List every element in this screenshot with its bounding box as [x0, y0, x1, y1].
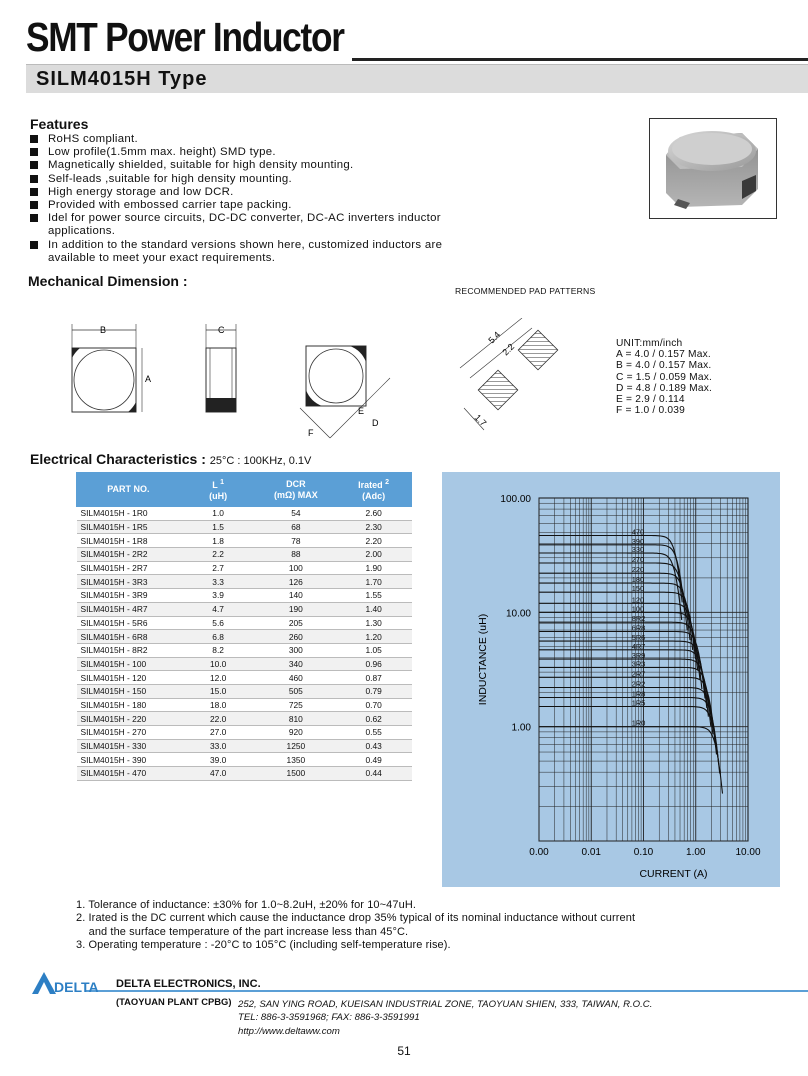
feature-item: Provided with embossed carrier tape packing.: [30, 199, 470, 212]
table-row: [77, 507, 412, 521]
table-row: [77, 712, 412, 726]
cell-inductance: 12.0: [180, 671, 256, 685]
cell-dcr: 54: [256, 507, 336, 521]
note-item: and the surface temperature of the part increase less than 45°C.: [76, 925, 409, 938]
dimension-item: E = 2.9 / 0.114: [616, 394, 685, 406]
side-view: [206, 324, 236, 412]
table-row: [77, 520, 412, 534]
cell-inductance: 27.0: [180, 726, 256, 740]
cell-part-no: SILM4015H - 100: [77, 657, 181, 671]
col-l-label: L: [212, 480, 218, 490]
cell-part-no: SILM4015H - 150: [77, 684, 181, 698]
series-label: 390: [631, 536, 645, 546]
top-view: [72, 324, 151, 412]
cell-part-no: SILM4015H - 180: [77, 698, 181, 712]
feature-item: Magnetically shielded, suitable for high density mounting.: [30, 159, 470, 172]
table-row: [77, 684, 412, 698]
col-dcr-unit: (mΩ) MAX: [273, 489, 318, 500]
footer-rule: [86, 990, 808, 992]
cell-dcr: 810: [256, 712, 336, 726]
cell-part-no: SILM4015H - 270: [77, 726, 181, 740]
cell-irated: 1.20: [336, 630, 412, 644]
col-l-unit: (uH): [209, 491, 228, 501]
cell-irated: 1.05: [336, 643, 412, 657]
cell-dcr: 100: [256, 561, 336, 575]
cell-irated: 0.96: [336, 657, 412, 671]
cell-dcr: 920: [256, 726, 336, 740]
cell-part-no: SILM4015H - 6R8: [77, 630, 181, 644]
cell-inductance: 5.6: [180, 616, 256, 630]
col-irated: [336, 473, 412, 507]
y-axis-label: INDUCTANCE (uH): [477, 613, 489, 706]
note-item: 1. Tolerance of inductance: ±30% for 1.0~8.2uH, ±20% for 10~47uH.: [76, 899, 417, 911]
col-irated-label: Irated: [358, 480, 383, 490]
dim-label-b: B: [100, 325, 107, 335]
feature-item: RoHS compliant.: [30, 133, 470, 146]
spec-table: [76, 472, 412, 781]
x-tick-label: 10.00: [735, 847, 761, 858]
cell-irated: 1.40: [336, 602, 412, 616]
cell-part-no: SILM4015H - 470: [77, 767, 181, 781]
series-label: 3R9: [631, 651, 646, 661]
cell-irated: 2.20: [336, 534, 412, 548]
table-row: [77, 534, 412, 548]
x-tick-label: 0.10: [633, 847, 654, 858]
product-photo: [649, 118, 777, 219]
cell-dcr: 260: [256, 630, 336, 644]
cell-part-no: SILM4015H - 3R3: [77, 575, 181, 589]
table-row: [77, 698, 412, 712]
cell-dcr: 505: [256, 684, 336, 698]
cell-part-no: SILM4015H - 8R2: [77, 643, 181, 657]
cell-dcr: 460: [256, 671, 336, 685]
dimension-item: C = 1.5 / 0.059 Max.: [616, 371, 713, 383]
series-label: 2R7: [631, 669, 646, 679]
y-tick-label: 1.00: [511, 722, 531, 734]
table-row: [77, 589, 412, 603]
table-row: [77, 657, 412, 671]
address-block: [238, 998, 652, 1038]
series-label: 120: [631, 595, 645, 605]
table-row: [77, 616, 412, 630]
notes: [76, 899, 676, 953]
col-dcr-label: DCR: [286, 478, 306, 489]
cell-dcr: 340: [256, 657, 336, 671]
pad-dim-3: 1.7: [472, 412, 489, 429]
series-label: 1R5: [631, 698, 646, 708]
web-link[interactable]: http://www.deltaww.com: [238, 1025, 340, 1037]
series-label: 6R8: [631, 623, 646, 633]
pad-dim-1: 5.4: [486, 329, 503, 346]
series-label: 4R7: [631, 641, 646, 651]
delta-logo: [30, 970, 106, 996]
cell-irated: 0.49: [336, 753, 412, 767]
cell-inductance: 22.0: [180, 712, 256, 726]
series-label: 180: [631, 575, 645, 585]
address-line: 252, SAN YING ROAD, KUEISAN INDUSTRIAL ZONE, TAOYUAN SHIEN, 333, TAIWAN, R.O.C.: [238, 999, 653, 1010]
mechanical-heading: Mechanical Dimension :: [28, 273, 188, 289]
logo-text: DELTA: [54, 979, 99, 995]
cell-irated: 1.70: [336, 575, 412, 589]
table-header-row: [77, 473, 412, 507]
col-irated-sup: 2: [385, 479, 390, 486]
features-heading: Features: [30, 116, 89, 132]
dimension-item: D = 4.8 / 0.189 Max.: [616, 382, 713, 394]
page-title: SMT Power Inductor: [26, 14, 344, 60]
cell-dcr: 126: [256, 575, 336, 589]
x-tick-label: 1.00: [686, 847, 706, 858]
cell-inductance: 47.0: [180, 767, 256, 781]
table-row: [77, 726, 412, 740]
cell-irated: 0.62: [336, 712, 412, 726]
cell-inductance: 8.2: [180, 643, 256, 657]
cell-dcr: 1350: [256, 753, 336, 767]
inductor-photo-icon: [650, 119, 776, 218]
cell-dcr: 68: [256, 520, 336, 534]
series-label: 8R2: [631, 614, 646, 624]
cell-part-no: SILM4015H - 330: [77, 739, 181, 753]
cell-part-no: SILM4015H - 5R6: [77, 616, 181, 630]
table-row: [77, 548, 412, 562]
cell-part-no: SILM4015H - 2R7: [77, 561, 181, 575]
series-label: 270: [631, 555, 645, 565]
cell-dcr: 1500: [256, 767, 336, 781]
cell-irated: 1.55: [336, 589, 412, 603]
dimension-item: F = 1.0 / 0.039: [616, 405, 685, 417]
tel-line: TEL: 886-3-3591968; FAX: 886-3-3591991: [238, 1012, 420, 1024]
col-part: [77, 473, 181, 507]
dimension-item: A = 4.0 / 0.157 Max.: [616, 349, 711, 361]
company-name: DELTA ELECTRONICS, INC.: [116, 978, 261, 990]
table-row: [77, 767, 412, 781]
feature-item: In addition to the standard versions shown here, customized inductors are available to meet your exact requirements.: [30, 239, 470, 265]
series-label: 220: [631, 565, 645, 575]
cell-inductance: 2.2: [180, 548, 256, 562]
cell-inductance: 39.0: [180, 753, 256, 767]
cell-part-no: SILM4015H - 1R0: [77, 507, 181, 521]
x-axis-label: CURRENT (A): [639, 868, 708, 880]
page-number: 51: [397, 1044, 411, 1058]
series-label: 330: [631, 545, 645, 555]
pad-dim-2: 2.2: [500, 341, 517, 358]
dim-label-f: F: [308, 428, 314, 438]
cell-dcr: 300: [256, 643, 336, 657]
y-tick-label: 100.00: [500, 494, 531, 505]
table-row: [77, 643, 412, 657]
feature-item: Idel for power source circuits, DC-DC converter, DC-AC inverters inductor applications.: [30, 212, 470, 238]
cell-inductance: 15.0: [180, 684, 256, 698]
col-part-label: PART NO.: [107, 484, 150, 494]
pad-pattern: [460, 318, 558, 430]
cell-dcr: 78: [256, 534, 336, 548]
cell-inductance: 2.7: [180, 561, 256, 575]
feature-item: High energy storage and low DCR.: [30, 186, 470, 199]
series-label: 2R2: [631, 679, 646, 689]
test-conditions: 25°C : 100KHz, 0.1V: [209, 455, 312, 467]
cell-irated: 1.30: [336, 616, 412, 630]
series-label: 470: [631, 527, 645, 537]
cell-part-no: SILM4015H - 390: [77, 753, 181, 767]
cell-inductance: 33.0: [180, 739, 256, 753]
note-item: 2. Irated is the DC current which cause the inductance drop 35% typical of its nominal inductance without current: [76, 912, 636, 925]
cell-irated: 0.55: [336, 726, 412, 740]
cell-irated: 0.87: [336, 671, 412, 685]
inductance-chart: [442, 472, 780, 887]
cell-dcr: 1250: [256, 739, 336, 753]
cell-inductance: 10.0: [180, 657, 256, 671]
cell-irated: 1.90: [336, 561, 412, 575]
cell-part-no: SILM4015H - 220: [77, 712, 181, 726]
cell-irated: 0.44: [336, 767, 412, 781]
note-item: 3. Operating temperature : -20°C to 105°C (including self-temperature rise).: [76, 939, 451, 952]
cell-dcr: 725: [256, 698, 336, 712]
cell-part-no: SILM4015H - 2R2: [77, 548, 181, 562]
cell-inductance: 4.7: [180, 602, 256, 616]
table-row: [77, 575, 412, 589]
dim-label-e: E: [358, 406, 365, 416]
cell-inductance: 1.0: [180, 507, 256, 521]
dim-label-d: D: [372, 418, 379, 428]
cell-part-no: SILM4015H - 3R9: [77, 589, 181, 603]
bottom-view: [300, 346, 390, 438]
table-row: [77, 561, 412, 575]
mechanical-drawing: [60, 318, 620, 448]
dim-label-a: A: [145, 374, 152, 384]
cell-part-no: SILM4015H - 4R7: [77, 602, 181, 616]
feature-item: Low profile(1.5mm max. height) SMD type.: [30, 146, 470, 159]
table-row: [77, 602, 412, 616]
series-label: 3R3: [631, 659, 646, 669]
cell-dcr: 205: [256, 616, 336, 630]
cell-part-no: SILM4015H - 1R8: [77, 534, 181, 548]
electrical-heading: [30, 451, 311, 467]
col-irated-unit: (Adc): [362, 491, 386, 501]
cell-irated: 0.43: [336, 739, 412, 753]
table-row: [77, 739, 412, 753]
cell-inductance: 1.5: [180, 520, 256, 534]
chart-panel: [442, 472, 780, 887]
cell-dcr: 140: [256, 589, 336, 603]
cell-inductance: 18.0: [180, 698, 256, 712]
cell-inductance: 3.3: [180, 575, 256, 589]
title-rule: [352, 58, 808, 61]
series-label: 5R6: [631, 633, 646, 643]
cell-part-no: SILM4015H - 120: [77, 671, 181, 685]
dim-label-c: C: [218, 325, 225, 335]
x-tick-label: 0.00: [529, 847, 549, 858]
table-row: [77, 753, 412, 767]
cell-inductance: 6.8: [180, 630, 256, 644]
features-list: [30, 133, 470, 265]
col-l: [180, 473, 256, 507]
pad-patterns-label: RECOMMENDED PAD PATTERNS: [455, 286, 596, 296]
x-tick-label: 0.01: [581, 847, 601, 858]
cell-irated: 2.00: [336, 548, 412, 562]
table-row: [77, 630, 412, 644]
cell-irated: 0.79: [336, 684, 412, 698]
y-tick-label: 10.00: [505, 608, 531, 620]
feature-item: Self-leads ,suitable for high density mounting.: [30, 173, 470, 186]
page-subtitle: SILM4015H Type: [36, 68, 208, 90]
subtitle-bar: [26, 64, 808, 93]
series-label: 1R8: [631, 689, 646, 699]
cell-dcr: 190: [256, 602, 336, 616]
col-dcr: [256, 473, 336, 507]
series-label: 1R0: [631, 718, 646, 728]
electrical-heading-text: Electrical Characteristics :: [30, 451, 206, 467]
cell-irated: 0.70: [336, 698, 412, 712]
dimension-item: B = 4.0 / 0.157 Max.: [616, 360, 712, 372]
table-row: [77, 671, 412, 685]
dimension-list: [616, 338, 712, 416]
cell-irated: 2.30: [336, 520, 412, 534]
cell-dcr: 88: [256, 548, 336, 562]
cell-inductance: 1.8: [180, 534, 256, 548]
series-label: 100: [631, 604, 645, 614]
cell-part-no: SILM4015H - 1R5: [77, 520, 181, 534]
cell-irated: 2.60: [336, 507, 412, 521]
plant-name: (TAOYUAN PLANT CPBG): [116, 996, 232, 1007]
series-label: 150: [631, 584, 645, 594]
cell-inductance: 3.9: [180, 589, 256, 603]
unit-label: UNIT:mm/inch: [616, 338, 683, 349]
col-l-sup: 1: [220, 479, 224, 486]
